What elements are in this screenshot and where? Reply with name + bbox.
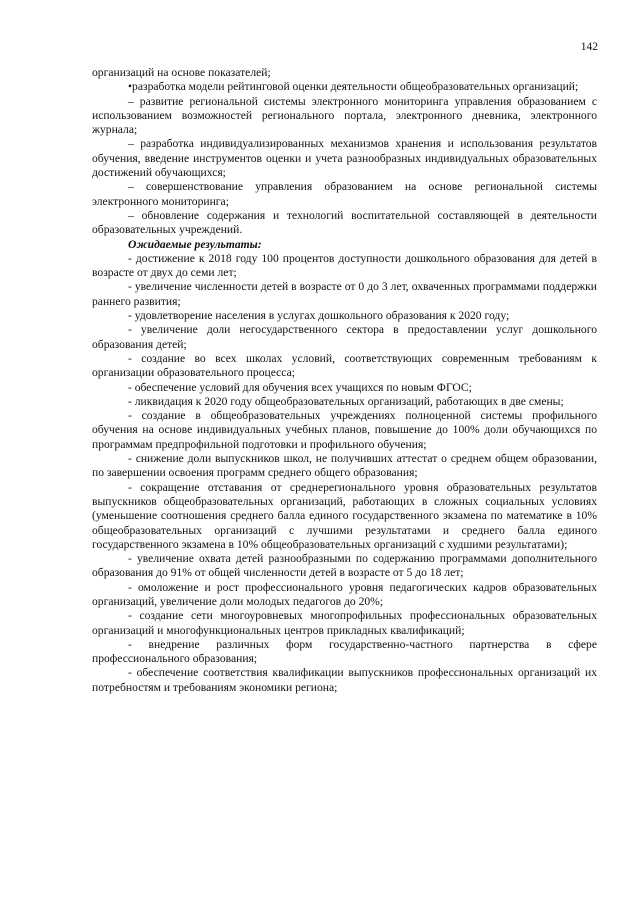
- paragraph: •разработка модели рейтинговой оценки деятельности общеобразовательных организаций;: [128, 80, 579, 94]
- result-item: - создание в общеобразовательных учреждениях полноценной системы профильного обучения на основе индивидуальных учебных планов, повышение до 100% доли обучающихся по программам предпрофильной подготовки и профильного обучения;: [92, 409, 597, 451]
- result-item: - увеличение охвата детей разнообразными по содержанию программами дополнительного образования до 91% от общей численности детей в возрасте от 5 до 18 лет;: [92, 552, 597, 580]
- result-item: - увеличение доли негосударственного сектора в предоставлении услуг дошкольного образования детей;: [92, 323, 597, 351]
- result-item: - достижение к 2018 году 100 процентов доступности дошкольного образования для детей в возрасте от двух до семи лет;: [92, 251, 597, 280]
- result-item: - удовлетворение населения в услугах дошкольного образования к 2020 году;: [128, 309, 510, 323]
- paragraph: – обновление содержания и технологий воспитательной составляющей в деятельности образовательных учреждений.: [92, 208, 597, 237]
- result-item: - омоложение и рост профессионального уровня педагогических кадров образовательных организаций, увеличение доли молодых педагогов до 20%;: [92, 580, 597, 608]
- result-item: - ликвидация к 2020 году общеобразовательных организаций, работающих в две смены;: [128, 394, 564, 408]
- result-item: - создание сети многоуровневых многопрофильных профессиональных образовательных организаций и многофункциональных центров прикладных квалификаций;: [92, 609, 597, 637]
- results-heading: Ожидаемые результаты:: [128, 237, 262, 251]
- paragraph: – совершенствование управления образованием на основе региональной системы электронного мониторинга;: [92, 180, 597, 208]
- page-number: 142: [580, 41, 598, 53]
- paragraph: организаций на основе показателей;: [92, 66, 271, 79]
- result-item: - создание во всех школах условий, соответствующих современным требованиям к организации образовательного процесса;: [92, 351, 597, 380]
- paragraph: – разработка индивидуализированных механизмов хранения и использования результатов обучения, введение инструментов оценки и учета разнообразных индивидуальных образовательных достижений обучающихся;: [92, 137, 597, 180]
- result-item: - обеспечение условий для обучения всех учащихся по новым ФГОС;: [128, 380, 472, 394]
- result-item: - внедрение различных форм государственно-частного партнерства в сфере профессионального образования;: [92, 637, 597, 666]
- result-item: - увеличение численности детей в возрасте от 0 до 3 лет, охваченных программами поддержки раннего развития;: [92, 280, 597, 308]
- result-item: - снижение доли выпускников школ, не получивших аттестат о среднем общем образовании, по завершении освоения программ среднего общего образования;: [92, 452, 597, 480]
- result-item: - сокращение отставания от среднерегионального уровня образовательных результатов выпускников общеобразовательных организаций, работающих в сложных социальных условиях (уменьшение соотношения среднего балла единого государственного экзамена по математике в 10% общеобразовательных организаций с лучшими результатами и среднего балла единого государственного экзамена в 10% общеобразовательных организаций с худшими результатами);: [92, 480, 597, 551]
- result-item: - обеспечение соответствия квалификации выпускников профессиональных организаций их потребностям и требованиям экономики региона;: [92, 666, 597, 694]
- document-body: [92, 66, 597, 695]
- paragraph: – развитие региональной системы электронного мониторинга управления образованием с использованием возможностей регионального портала, электронного дневника, электронного журнала;: [92, 94, 597, 137]
